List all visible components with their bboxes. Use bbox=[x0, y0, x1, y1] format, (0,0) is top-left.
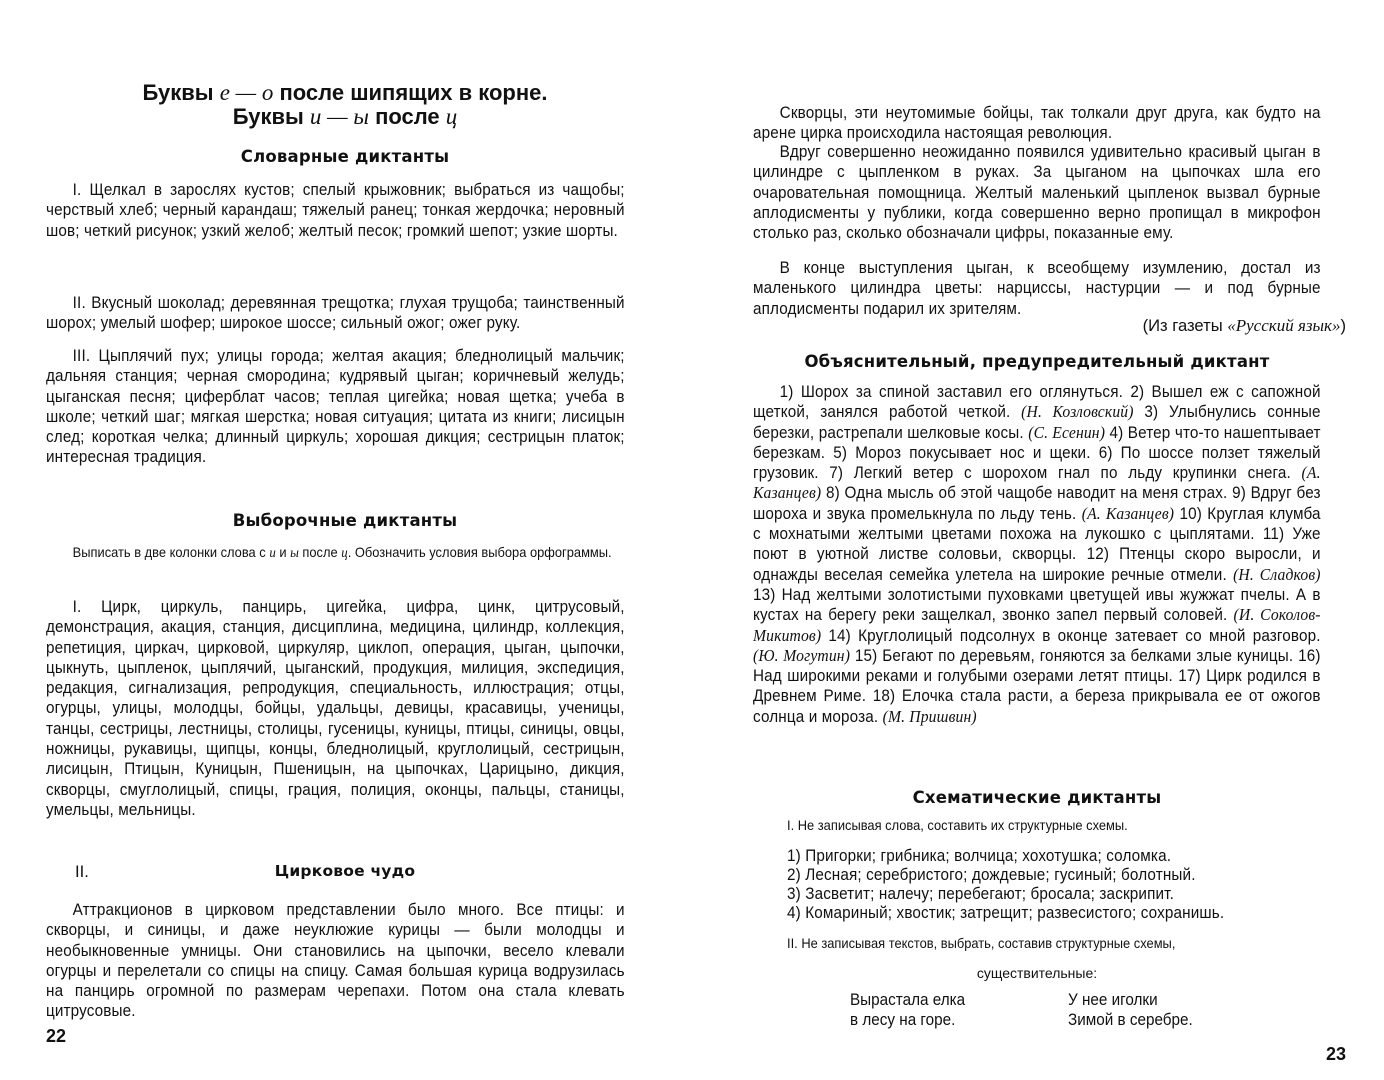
author-citation: (Ю. Могутин) bbox=[753, 645, 851, 665]
section-heading-explanatory: Объяснительный, предупредительный диктант bbox=[804, 352, 1270, 371]
dictation-text: 4) Ветер что-то нашептывает березкам. 5) Мороз покусывает нос и щеки. 6) По шоссе ползет тяжелый грузовик. 7) Легкий ветер с шорохом гнал по льду крупинки снега. bbox=[753, 422, 1321, 483]
story-paragraph-2: Скворцы, эти неутомимые бойцы, так толкали друг друга, как будто на арене цирка происходила настоящая революция. bbox=[753, 103, 1321, 143]
chapter-title-line-1 bbox=[0, 80, 690, 106]
section-heading-schematic: Схематические диктанты bbox=[912, 788, 1162, 807]
schematic-word-list bbox=[787, 846, 1321, 922]
explanatory-dictation bbox=[753, 382, 1321, 727]
instruction-text: Выписать в две колонки слова с bbox=[72, 544, 270, 560]
dictation-text: 15) Бегают по деревьям, гоняются за белками злые куницы. 16) Над широкими реками и голубыми озерами летят птицы. 17) Цирк родился в Древнем Риме. 18) Елочка стала расти, а береза прикрывала ее от ожогов солнца и мороза. bbox=[753, 645, 1321, 726]
right-page bbox=[690, 0, 1384, 1080]
schematic-list-item: 2) Лесная; серебристого; дождевые; гусиный; болотный. bbox=[787, 865, 1196, 884]
instruction-text: . Обозначить условия выбора орфограммы. bbox=[347, 544, 612, 560]
dictation-text: 8) Одна мысль об этой чащобе наводит на меня страх. 9) Вдруг без шороха и звука промелькнула по льду тень. bbox=[753, 483, 1321, 523]
title-letters: е — о bbox=[219, 80, 274, 105]
dictation-text: 14) Круглолицый подсолнух в оконце затевает со мной разговор. bbox=[821, 625, 1321, 645]
instruction-letter: ы bbox=[290, 546, 299, 561]
dictation-text: 3) Улыбнулись сонные березки, растрепали шелковые косы. bbox=[753, 402, 1321, 442]
instruction-letter: ц bbox=[341, 546, 348, 561]
title-text: Буквы bbox=[142, 80, 220, 105]
title-letters: ц bbox=[445, 104, 458, 129]
selective-dictation-1: I. Цирк, циркуль, панцирь, цигейка, цифра, цинк, цитрусовый, демонстрация, акация, станция, дисциплина, медицина, цилиндр, коллекция, репетиция, циркач, цирковой, циркуляр, циклоп, операция, цыган, цыпочки, цыкнуть, цыпленок, цыплячий, цыганский, продукция, милиция, экспедиция, редакция, сигнализация, репродукция, специальность, иллюстрация; отцы, огурцы, улицы, молодцы, бойцы, удальцы, девицы, красавицы, ученицы, танцы, сестрицы, лестницы, столицы, гусеницы, куницы, птицы, синицы, овцы, ножницы, рукавицы, щипцы, концы, бледнолицый, круглолицый, сестрицын, лисицын, Птицын, Куницын, Пшеницын, на цыпочках, Царицыно, дикция, скворцы, смуглолицый, спицы, грация, полиция, оконцы, пальцы, станицы, умельцы, мельницы. bbox=[46, 597, 625, 819]
story-paragraph-3: Вдруг совершенно неожиданно появился удивительно красивый цыган в цилиндре с цыпленком в руках. За цыганом на цыпочках шла его очаровательная помощница. Желтый маленький цыпленок вызвал бурные аплодисменты у публики, когда совершенно верно пропищал в микрофон столько раз, сколько обозначали цифры, показанные ему. bbox=[753, 142, 1321, 243]
page-number-right: 23 bbox=[1325, 1044, 1346, 1064]
source-text: (Из газеты bbox=[1142, 316, 1228, 335]
schematic-list-item: 4) Комариный; хвостик; затрещит; развесистого; сохранишь. bbox=[787, 903, 1225, 922]
story-paragraph-4: В конце выступления цыган, к всеобщему изумлению, достал из маленького цилиндра цветы: нарциссы, настурции — и под бурные аплодисменты подарил их зрителям. bbox=[753, 258, 1321, 318]
instruction-text: и bbox=[275, 544, 291, 560]
vocabulary-dictation-2: II. Вкусный шоколад; деревянная трещотка; глухая трущоба; таинственный шорох; умелый шофер; широкое шоссе; сильный ожог; ожег руку. bbox=[46, 293, 625, 333]
poem-line: в лесу на горе. bbox=[850, 1010, 956, 1029]
selective-instruction bbox=[46, 543, 625, 563]
poem-line: У нее иголки bbox=[1068, 990, 1158, 1009]
poem-line: Вырастала елка bbox=[850, 990, 966, 1009]
title-letters: и — ы bbox=[309, 104, 369, 129]
chapter-title-line-2 bbox=[0, 104, 690, 130]
story-paragraph-1: Аттракционов в цирковом представлении было много. Все птицы: и скворцы, и синицы, и даже неуклюжие курицы — были молодцы и необыкновенные умницы. Они становились на цыпочки, весело клевали огурцы и перелетали со спицы на спицу. Самая большая курица водрузилась на панцирь огромной по размерам черепахи. Потом она стала клевать цитрусовые. bbox=[46, 900, 625, 1021]
author-citation: (А. Казанцев) bbox=[1081, 503, 1175, 523]
story-number: II. bbox=[75, 862, 89, 881]
poem-left-column bbox=[850, 990, 965, 1030]
vocabulary-dictation-1: I. Щелкал в зарослях кустов; спелый крыжовник; выбраться из чащобы; черствый хлеб; черный карандаш; тяжелый ранец; тонкая жердочка; неровный шов; четкий рисунок; узкий желоб; желтый песок; громкий шепот; узкие шорты. bbox=[46, 180, 625, 240]
vocabulary-dictation-3: III. Цыплячий пух; улицы города; желтая акация; бледнолицый мальчик; дальняя станция; черная смородина; кудрявый цыган; коричневый желудь; цыганская песня; циферблат часов; теплая цигейка; новая щетка; учеба в школе; четкий шаг; мягкая шерстка; новая ситуация; цитата из книги; лисицын след; короткая челка; длинный циркуль; хорошая дикция; сестрицын платок; интересная традиция. bbox=[46, 346, 625, 467]
schematic-subheading: существительные: bbox=[976, 965, 1098, 981]
story-source bbox=[1143, 316, 1346, 336]
title-text: после bbox=[368, 104, 446, 129]
author-citation: (С. Есенин) bbox=[1028, 422, 1106, 442]
dictation-text: 10) Круглая клумба с мохнатыми желтыми цветами похожа на лукошко с цыплятами. 11) Уже поют в уютной листве соловьи, скворцы. 12) Птенцы скоро выросли, и однажды веселая семейка улетела на широкие речные отмели. bbox=[753, 503, 1321, 584]
dictation-text: 13) Над желтыми золотистыми пуховками цветущей ивы жужжат пчелы. А в кустах на берегу реки защелкал, звонко запел первый соловей. bbox=[753, 584, 1321, 625]
story-title: Цирковое чудо bbox=[274, 862, 416, 880]
instruction-letter: и bbox=[269, 546, 276, 561]
schematic-list-item: 1) Пригорки; грибника; волчица; хохотушка; соломка. bbox=[787, 846, 1172, 865]
poem-right-column bbox=[1068, 990, 1193, 1030]
left-page bbox=[0, 0, 690, 1080]
author-citation: (Н. Сладков) bbox=[1233, 564, 1321, 584]
section-heading-selective: Выборочные диктанты bbox=[232, 511, 458, 530]
title-text: Буквы bbox=[232, 104, 310, 129]
poem-line: Зимой в серебре. bbox=[1068, 1010, 1193, 1029]
schematic-list-item: 3) Засветит; налечу; перебегают; бросала; заскрипит. bbox=[787, 884, 1174, 903]
dictation-text: 1) Шорох за спиной заставил его оглянуться. 2) Вышел еж с сапожной щеткой, занялся работой четкой. bbox=[753, 382, 1321, 422]
schematic-instruction-1: I. Не записывая слова, составить их структурные схемы. bbox=[787, 817, 1128, 833]
instruction-text: после bbox=[298, 544, 342, 560]
author-citation: (А. Казанцев) bbox=[753, 463, 1321, 503]
title-text: после шипящих в корне. bbox=[273, 80, 548, 105]
page-number-left: 22 bbox=[46, 1026, 67, 1046]
source-text: ) bbox=[1340, 316, 1346, 335]
author-citation: (М. Пришвин) bbox=[882, 706, 977, 726]
author-citation: (Н. Козловский) bbox=[1021, 402, 1134, 422]
schematic-instruction-2: II. Не записывая текстов, выбрать, составив структурные схемы, bbox=[787, 935, 1176, 951]
source-name: «Русский язык» bbox=[1227, 316, 1341, 335]
author-citation: (И. Соколов-Микитов) bbox=[753, 605, 1321, 645]
section-heading-vocabulary: Словарные диктанты bbox=[240, 147, 450, 166]
